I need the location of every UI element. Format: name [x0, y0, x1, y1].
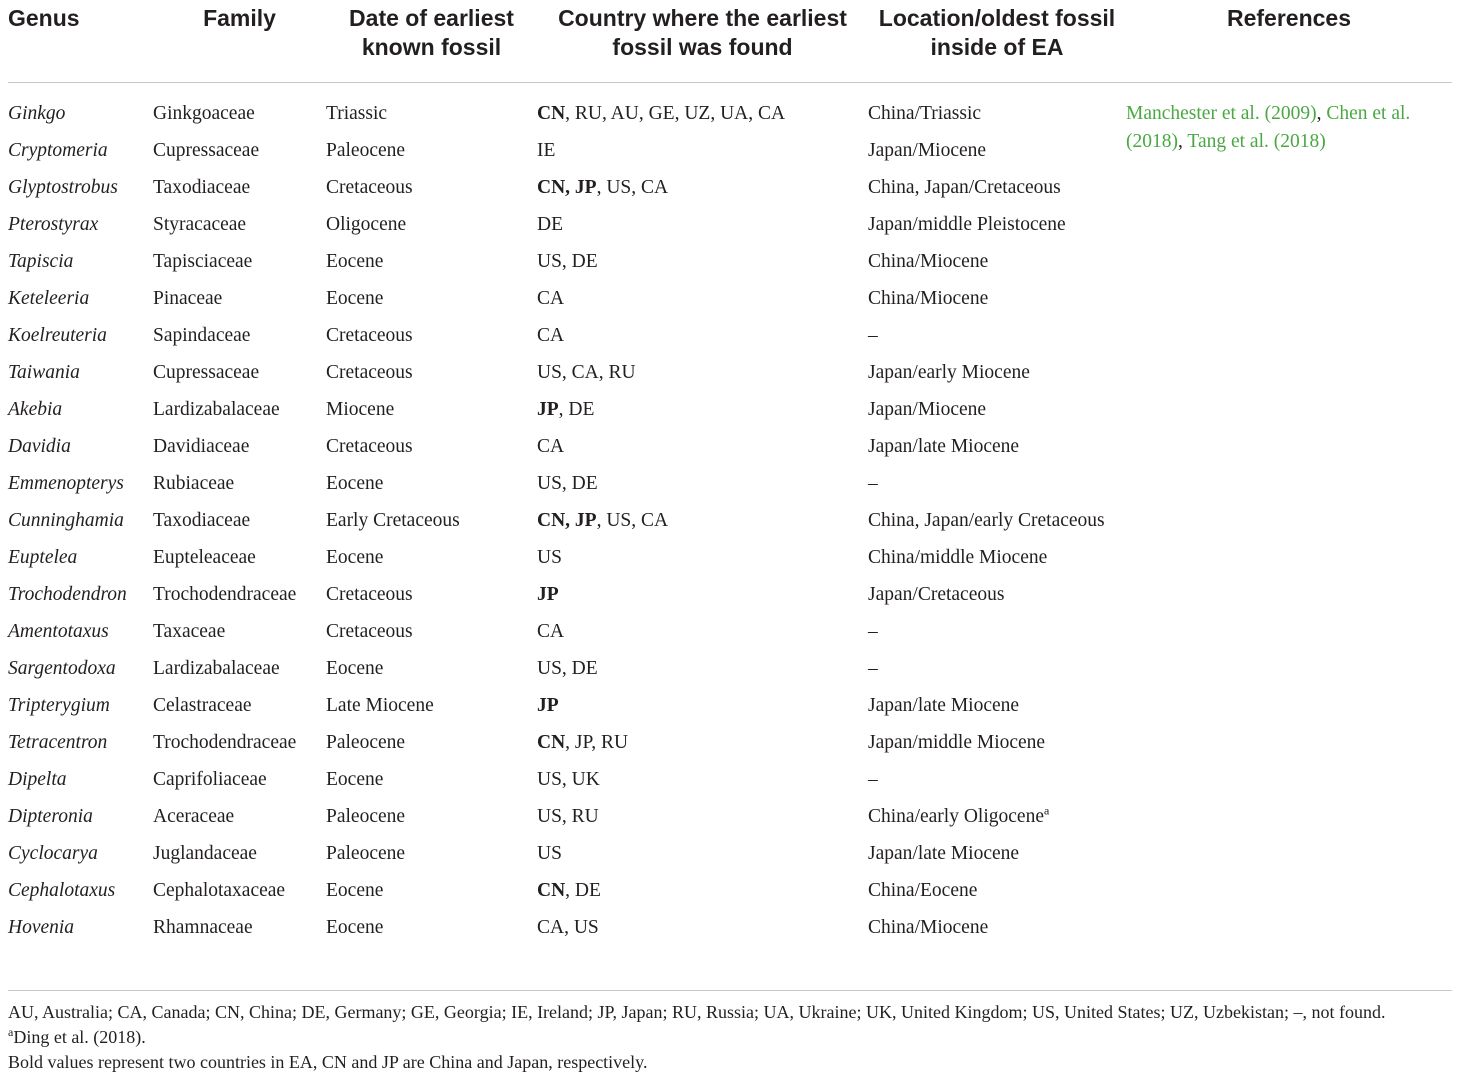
genus-cell: Tapiscia — [8, 251, 74, 272]
family-cell: Ginkgoaceae — [153, 103, 255, 124]
country-text: US, DE — [537, 473, 598, 494]
country-cell — [537, 766, 868, 803]
family-cell: Trochodendraceae — [153, 732, 297, 753]
table-row — [8, 83, 1452, 138]
location-cell — [868, 877, 1126, 914]
location-cell — [868, 83, 1126, 138]
family-cell: Cephalotaxaceae — [153, 880, 286, 901]
country-cell — [537, 285, 868, 322]
abbreviations-note: AU, Australia; CA, Canada; CN, China; DE, Germany; GE, Georgia; IE, Ireland; JP, Japan; RU, Russia; UA, Ukraine; UK, United Kingdom; US, United States; UZ, Uzbekistan; –, not found. — [8, 1002, 1386, 1022]
country-cell — [537, 692, 868, 729]
location-cell — [868, 285, 1126, 322]
genus-cell: Taiwania — [8, 362, 80, 383]
country-cell — [537, 211, 868, 248]
country-cell — [537, 581, 868, 618]
family-cell: Pinaceae — [153, 288, 223, 309]
family-cell: Rhamnaceae — [153, 917, 253, 938]
country-cell — [537, 803, 868, 840]
genus-cell: Trochodendron — [8, 584, 127, 605]
country-text: CA — [537, 325, 565, 346]
genus-cell: Ginkgo — [8, 103, 66, 124]
country-text: , DE — [565, 880, 601, 901]
footnote-a — [8, 1025, 1452, 1050]
country-cell — [537, 396, 868, 433]
date-cell: Cretaceous — [326, 584, 413, 605]
genus-cell: Pterostyrax — [8, 214, 99, 235]
location-text: China/early Oligocene — [868, 806, 1044, 827]
location-text: Japan/Miocene — [868, 140, 987, 161]
reference-separator: , — [1316, 103, 1327, 124]
date-cell: Cretaceous — [326, 325, 413, 346]
location-text: China/Miocene — [868, 288, 989, 309]
family-cell: Juglandaceae — [153, 843, 257, 864]
country-ea-highlight: JP — [537, 695, 559, 716]
genus-cell: Glyptostrobus — [8, 177, 118, 198]
country-text: DE — [537, 214, 563, 235]
country-cell — [537, 729, 868, 766]
location-text: Japan/early Miocene — [868, 362, 1030, 383]
location-cell — [868, 618, 1126, 655]
country-text: US — [537, 547, 562, 568]
country-text: US, RU — [537, 806, 599, 827]
family-cell: Sapindaceae — [153, 325, 251, 346]
location-cell — [868, 396, 1126, 433]
family-cell: Trochodendraceae — [153, 584, 297, 605]
country-cell — [537, 359, 868, 396]
date-cell: Eocene — [326, 658, 384, 679]
country-text: US, CA, RU — [537, 362, 636, 383]
location-text: China/Miocene — [868, 251, 989, 272]
location-text: Japan/Cretaceous — [868, 584, 1005, 605]
location-cell — [868, 581, 1126, 618]
location-text: Japan/late Miocene — [868, 843, 1020, 864]
genus-cell: Emmenopterys — [8, 473, 124, 494]
date-cell: Cretaceous — [326, 621, 413, 642]
location-cell — [868, 433, 1126, 470]
location-cell — [868, 655, 1126, 692]
country-ea-highlight: CN — [537, 880, 566, 901]
country-cell — [537, 544, 868, 581]
country-cell — [537, 322, 868, 359]
family-cell: Taxodiaceae — [153, 510, 251, 531]
genus-cell: Cephalotaxus — [8, 880, 116, 901]
location-text: – — [868, 621, 878, 642]
date-cell: Eocene — [326, 769, 384, 790]
fossil-table — [8, 0, 1452, 951]
location-text: – — [868, 658, 878, 679]
country-cell — [537, 137, 868, 174]
table-footnotes — [8, 990, 1452, 1075]
bold-values-note: Bold values represent two countries in EA, CN and JP are China and Japan, respectively. — [8, 1052, 648, 1072]
country-ea-highlight: CN — [537, 732, 566, 753]
family-cell: Taxodiaceae — [153, 177, 251, 198]
date-cell: Eocene — [326, 547, 384, 568]
header-country: Country where the earliest fossil was found — [558, 5, 847, 60]
reference-link[interactable]: Chen et al. (2018) — [1126, 103, 1411, 152]
country-ea-highlight: JP — [537, 399, 559, 420]
location-cell — [868, 766, 1126, 803]
country-text: , US, CA — [596, 510, 669, 531]
family-cell: Rubiaceae — [153, 473, 235, 494]
country-text: CA — [537, 436, 565, 457]
genus-cell: Davidia — [8, 436, 71, 457]
header-family: Family — [203, 5, 276, 31]
date-cell: Late Miocene — [326, 695, 434, 716]
header-row — [8, 0, 1452, 83]
country-cell — [537, 840, 868, 877]
genus-cell: Hovenia — [8, 917, 75, 938]
country-cell — [537, 618, 868, 655]
country-text: , US, CA — [596, 177, 669, 198]
country-text: , JP, RU — [565, 732, 629, 753]
fossil-table-container — [8, 0, 1452, 951]
country-text: , DE — [558, 399, 595, 420]
family-cell: Lardizabalaceae — [153, 658, 280, 679]
date-cell: Paleocene — [326, 806, 406, 827]
header-genus: Genus — [8, 5, 80, 31]
location-text: – — [868, 473, 878, 494]
country-cell — [537, 877, 868, 914]
location-cell — [868, 137, 1126, 174]
reference-link[interactable]: Tang et al. (2018) — [1187, 131, 1326, 152]
genus-cell: Cryptomeria — [8, 140, 108, 161]
footnote-a-text: Ding et al. (2018). — [13, 1027, 146, 1047]
location-text: Japan/late Miocene — [868, 436, 1020, 457]
family-cell: Cupressaceae — [153, 140, 260, 161]
country-text: IE — [537, 140, 556, 161]
family-cell: Caprifoliaceae — [153, 769, 267, 790]
genus-cell: Tripterygium — [8, 695, 110, 716]
country-cell — [537, 433, 868, 470]
date-cell: Eocene — [326, 288, 384, 309]
location-cell — [868, 174, 1126, 211]
location-cell — [868, 840, 1126, 877]
family-cell: Tapisciaceae — [153, 251, 253, 272]
reference-link[interactable]: Manchester et al. (2009) — [1126, 103, 1317, 124]
location-cell — [868, 914, 1126, 951]
location-text: China/middle Miocene — [868, 547, 1048, 568]
location-text: China/Eocene — [868, 880, 978, 901]
references-cell — [1126, 83, 1452, 952]
date-cell: Cretaceous — [326, 436, 413, 457]
date-cell: Early Cretaceous — [326, 510, 460, 531]
header-date: Date of earliest known fossil — [349, 5, 514, 60]
date-cell: Eocene — [326, 917, 384, 938]
header-references: References — [1226, 5, 1352, 31]
family-cell: Davidiaceae — [153, 436, 250, 457]
genus-cell: Keteleeria — [8, 288, 90, 309]
location-text: China/Miocene — [868, 917, 989, 938]
family-cell: Eupteleaceae — [153, 547, 256, 568]
family-cell: Lardizabalaceae — [153, 399, 280, 420]
country-text: US, DE — [537, 251, 598, 272]
date-cell: Paleocene — [326, 843, 406, 864]
location-cell — [868, 729, 1126, 766]
header-location: Location/oldest fossil inside of EA — [878, 5, 1116, 60]
country-text: CA — [537, 621, 565, 642]
date-cell: Eocene — [326, 473, 384, 494]
country-ea-highlight: CN, JP — [537, 177, 597, 198]
country-cell — [537, 470, 868, 507]
location-text: China/Triassic — [868, 103, 982, 124]
genus-cell: Euptelea — [8, 547, 78, 568]
genus-cell: Amentotaxus — [8, 621, 109, 642]
location-footnote-marker: a — [1043, 803, 1050, 818]
date-cell: Paleocene — [326, 140, 406, 161]
country-cell — [537, 83, 868, 138]
location-cell — [868, 359, 1126, 396]
location-text: – — [868, 769, 878, 790]
country-text: US, DE — [537, 658, 598, 679]
country-text: CA — [537, 288, 565, 309]
country-text: US, UK — [537, 769, 600, 790]
genus-cell: Sargentodoxa — [8, 658, 116, 679]
location-cell — [868, 803, 1126, 840]
location-cell — [868, 507, 1126, 544]
date-cell: Triassic — [326, 103, 388, 124]
genus-cell: Koelreuteria — [8, 325, 107, 346]
genus-cell: Akebia — [8, 399, 63, 420]
date-cell: Eocene — [326, 880, 384, 901]
family-cell: Cupressaceae — [153, 362, 260, 383]
date-cell: Miocene — [326, 399, 395, 420]
location-text: China, Japan/early Cretaceous — [868, 510, 1105, 531]
footnote-marker: a — [8, 1025, 14, 1039]
location-cell — [868, 322, 1126, 359]
country-cell — [537, 507, 868, 544]
country-text: US — [537, 843, 562, 864]
genus-cell: Tetracentron — [8, 732, 108, 753]
country-cell — [537, 914, 868, 951]
date-cell: Paleocene — [326, 732, 406, 753]
country-text: CA, US — [537, 917, 599, 938]
date-cell: Oligocene — [326, 214, 407, 235]
location-text: Japan/middle Pleistocene — [868, 214, 1066, 235]
location-text: Japan/middle Miocene — [868, 732, 1046, 753]
country-ea-highlight: CN, JP — [537, 510, 597, 531]
location-cell — [868, 470, 1126, 507]
location-text: Japan/late Miocene — [868, 695, 1020, 716]
country-text: , RU, AU, GE, UZ, UA, CA — [565, 103, 786, 124]
country-cell — [537, 248, 868, 285]
location-cell — [868, 211, 1126, 248]
country-ea-highlight: CN — [537, 103, 566, 124]
country-cell — [537, 174, 868, 211]
country-cell — [537, 655, 868, 692]
location-cell — [868, 692, 1126, 729]
location-text: – — [868, 325, 878, 346]
family-cell: Taxaceae — [153, 621, 226, 642]
family-cell: Celastraceae — [153, 695, 252, 716]
genus-cell: Dipelta — [8, 769, 67, 790]
table-body — [8, 83, 1452, 952]
genus-cell: Cyclocarya — [8, 843, 98, 864]
location-text: China, Japan/Cretaceous — [868, 177, 1061, 198]
reference-separator: , — [1178, 131, 1188, 152]
country-ea-highlight: JP — [537, 584, 559, 605]
genus-cell: Dipteronia — [8, 806, 93, 827]
date-cell: Cretaceous — [326, 177, 413, 198]
family-cell: Aceraceae — [153, 806, 235, 827]
date-cell: Eocene — [326, 251, 384, 272]
family-cell: Styracaceae — [153, 214, 247, 235]
location-cell — [868, 544, 1126, 581]
location-text: Japan/Miocene — [868, 399, 987, 420]
date-cell: Cretaceous — [326, 362, 413, 383]
genus-cell: Cunninghamia — [8, 510, 124, 531]
location-cell — [868, 248, 1126, 285]
